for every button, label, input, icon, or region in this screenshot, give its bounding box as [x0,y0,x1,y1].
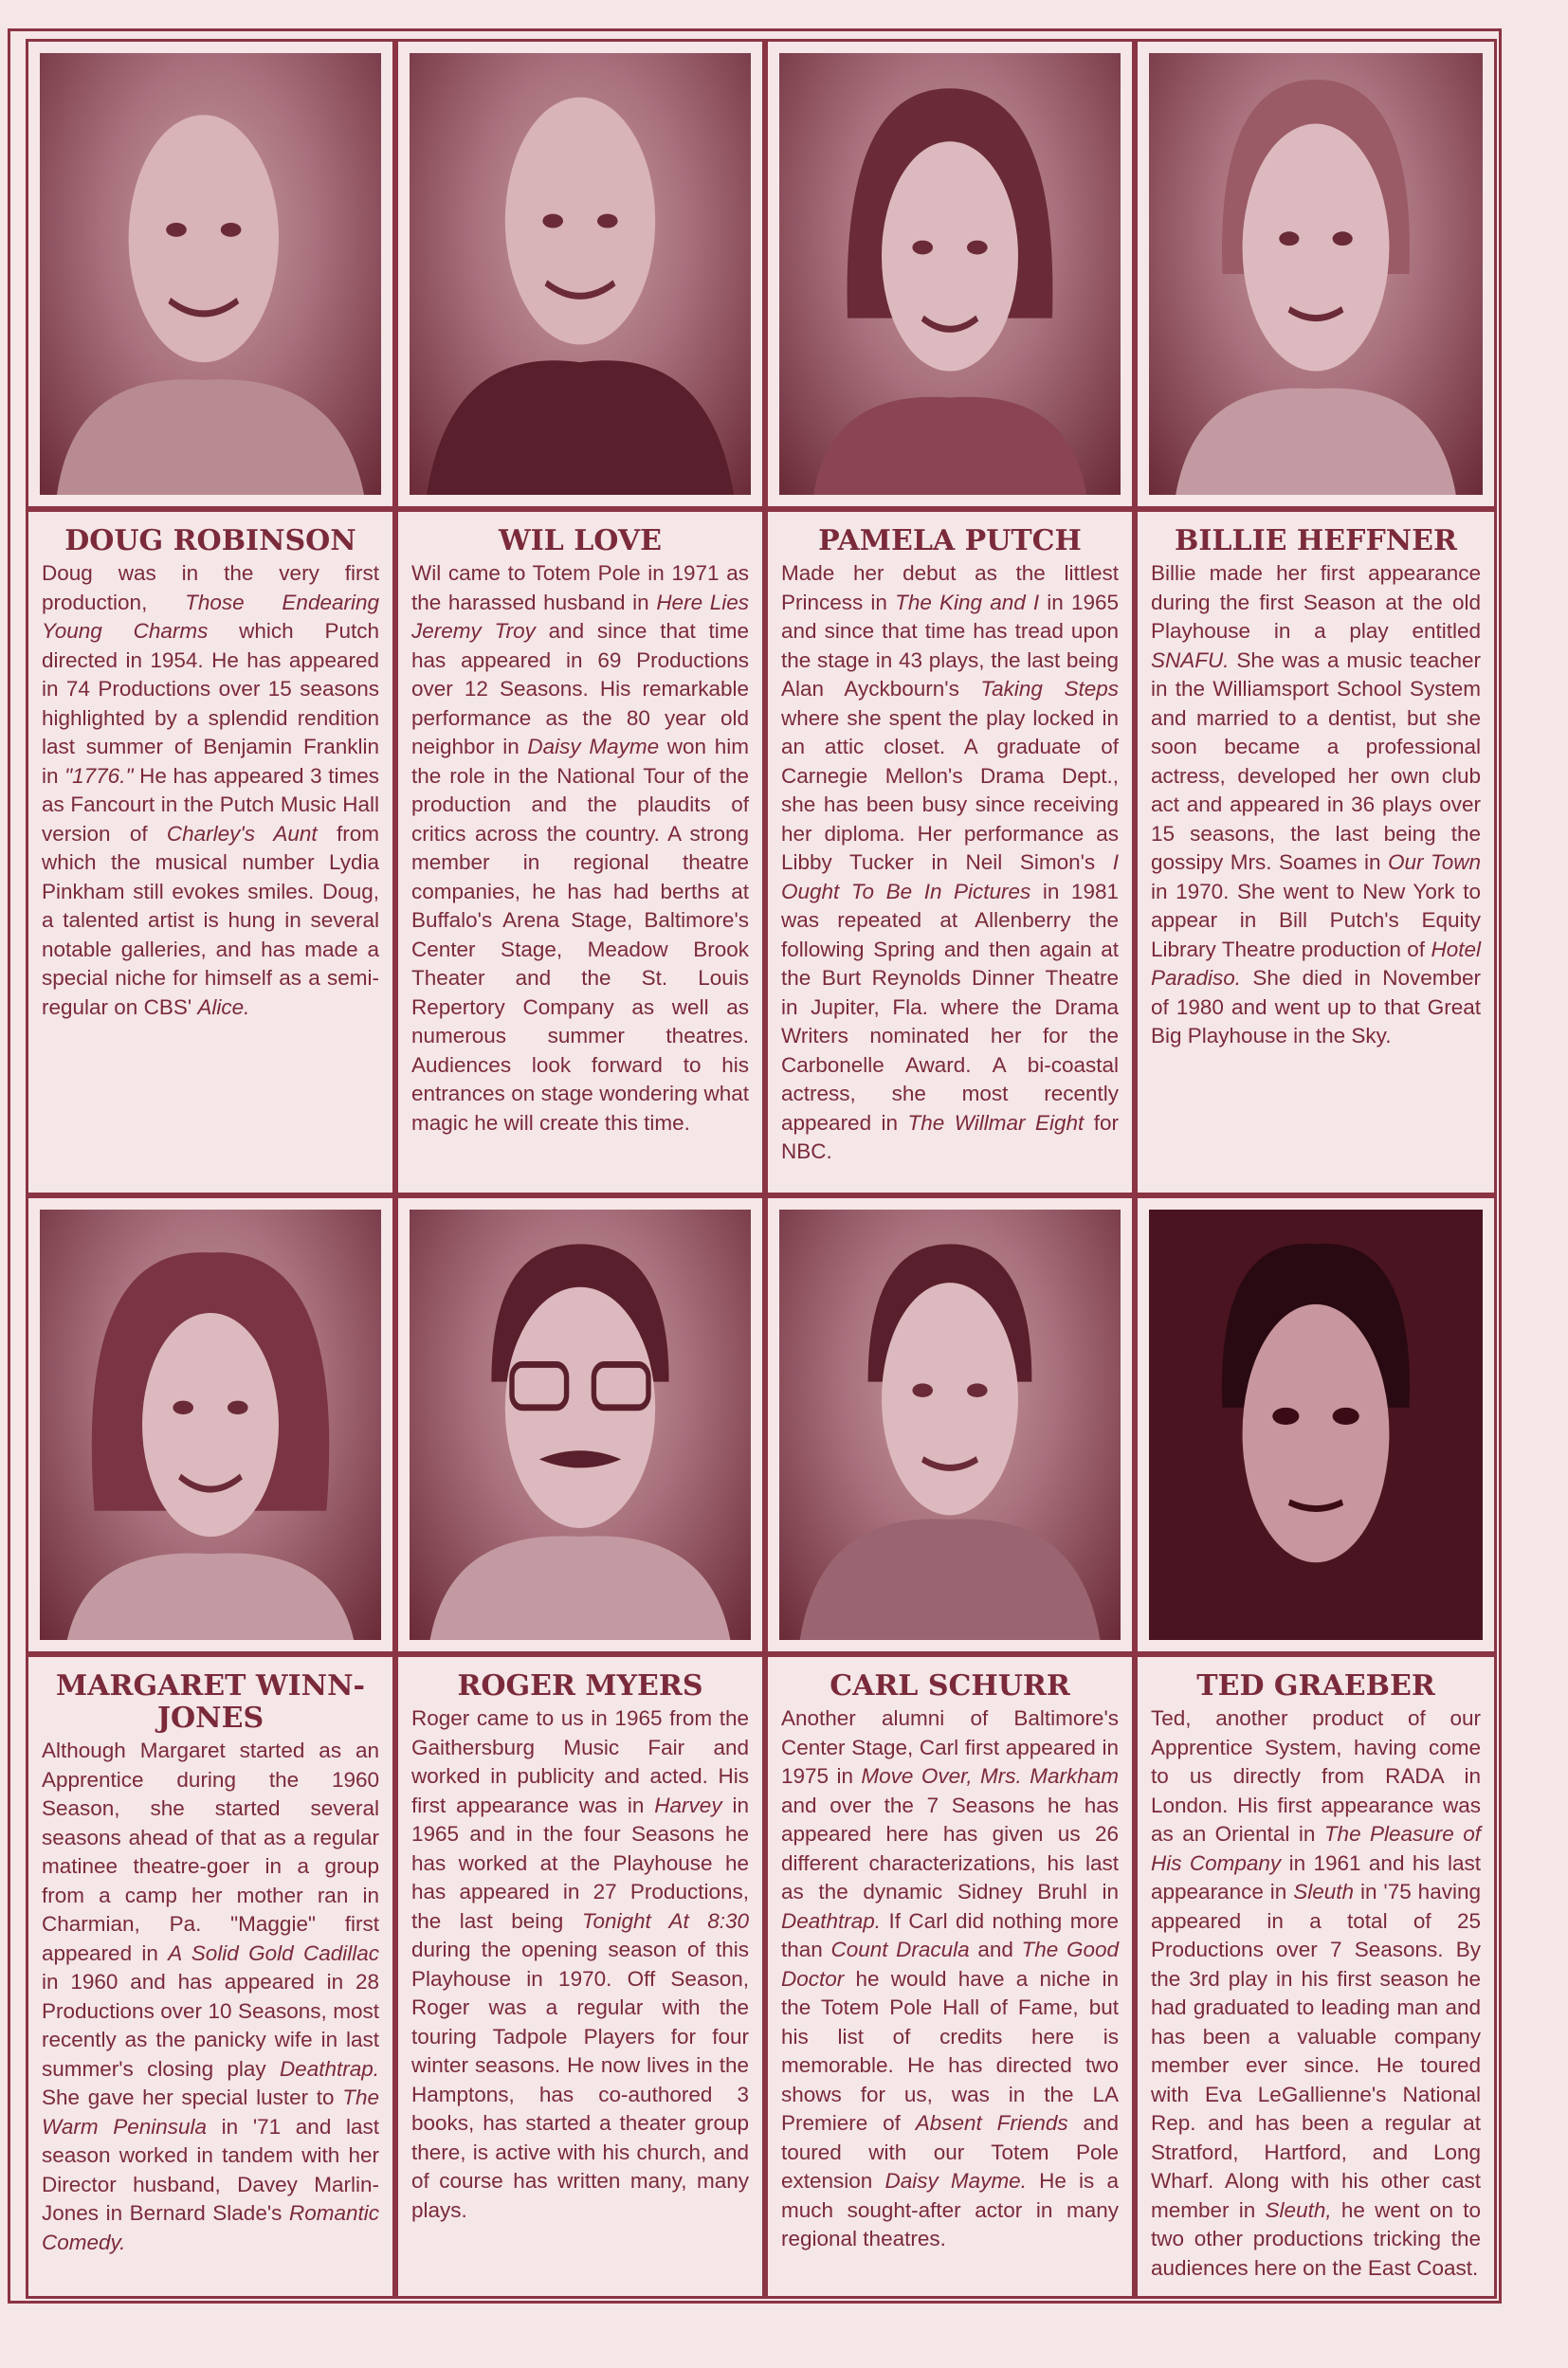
bio-cell [395,509,765,1195]
bio-text-segment: in 1965 and since that time has tread upon the stage in 43 plays, the last being Alan Ayckbourn's [781,590,1119,701]
actor-name: CARL SCHURR [830,1669,1070,1703]
bio-title-italic: Deathtrap. [279,2056,379,2081]
bio-text-segment: She gave her special luster to [42,2086,343,2109]
bio-title-italic: The King and I [895,590,1040,614]
bio-paragraph [411,561,749,1135]
photo-cell [765,39,1135,509]
bio-text-segment: in 1981 was repeated at Allenberry the following Spring and then again at the Burt Reynolds Dinner Theatre in Jupiter, Fla. where the Drama Writers nominated her for the Carbonelle Award. A bi-coastal actress, she most recently appeared in [781,879,1119,1135]
bio-title-italic: Those Endearing Young Charms [42,590,379,643]
portrait-silhouette [779,53,1121,495]
bio-cell [1135,1654,1497,2299]
portrait-silhouette [1149,1210,1483,1640]
actor-name: ROGER MYERS [457,1669,703,1703]
bio-title-italic: "1776." [64,763,134,788]
photo-cell [26,1195,395,1654]
portrait-silhouette [1149,53,1483,495]
actor-name: BILLIE HEFFNER [1175,524,1457,557]
bio-text-segment: in 1961 and his last appearance in [1151,1850,1482,1904]
bio-text [398,512,762,1147]
bio-text [1138,512,1494,1061]
portrait-silhouette [40,53,381,495]
photo-cell [1135,1195,1497,1654]
bio-text-segment: from which the musical number Lydia Pinkham still evokes smiles. Doug, a talented artist is hung in several notable galleries, and has made a special niche for himself as a semi-regular on CBS' [42,821,379,1019]
bio-text-segment: where she spent the play locked in an attic closet. A graduate of Carnegie Mellon's Drama Dept., she has been busy since receiving her diploma. Her performance as Libby Tucker in Neil Simon's [781,705,1119,874]
bio-text [28,512,392,1031]
bio-text-segment: in 1970. She went to New York to appear in Bill Putch's Equity Library Theatre production of [1151,879,1481,961]
bio-cell [395,1654,765,2299]
bio-text-segment: Roger came to us in 1965 from the Gaithersburg Music Fair and worked in publicity and acted. His first appearance was in [411,1706,749,1817]
bio-text-segment: in 1965 and in the four Seasons he has worked at the Playhouse he has appeared in 27 Productions, the last being [411,1793,750,1933]
bio-title-italic: Move Over, Mrs. Markham [861,1764,1119,1788]
photo-cell [395,1195,765,1654]
bio-text [28,1657,392,2267]
photo-cell [765,1195,1135,1654]
bio-text-segment: he would have a niche in the Totem Pole Hall of Fame, but his list of credits here is memorable. He has directed two shows for us, was in the LA Premiere of [781,1966,1119,2135]
bio-paragraph [1151,1706,1481,2280]
bio-text-segment: Another alumni of Baltimore's Center Stage, Carl first appeared in 1975 in [781,1706,1119,1788]
bio-title-italic: The Good Doctor [781,1938,1119,1991]
bio-text-segment: Doug was in the very first production, [42,561,379,614]
bio-title-italic: Hotel Paradiso. [1151,937,1481,990]
actor-name: DOUG ROBINSON [64,524,356,557]
bio-text-segment: during the opening season of this Playhouse in 1970. Off Season, Roger was a regular with the touring Tadpole Players for four winter seasons. He now lives in the Hamptons, has co-authored 3 books, has started a theater group there, is active with his church, and of course has written many, many plays. [411,1938,749,2222]
bio-paragraph [42,1739,379,2254]
bio-title-italic: Absent Friends [915,2111,1068,2135]
bio-cell [1135,509,1497,1195]
bio-title-italic: Alice. [197,994,250,1019]
portrait-photo [40,1210,381,1640]
bio-text-segment: Wil came to Totem Pole in 1971 as the harassed husband in [411,561,749,614]
bio-text [1138,1657,1494,2292]
bio-cell [765,1654,1135,2299]
bio-text-segment: and [969,1938,1022,1961]
bio-title-italic: Tonight At 8:30 [581,1908,749,1933]
bio-text-segment: in '71 and last season worked in tandem with her Director husband, Davey Marlin-Jones in Bernard Slade's [42,2114,379,2225]
bio-title-italic: The Pleasure of His Company [1151,1822,1482,1875]
bio-text-segment: and over the 7 Seasons he has appeared here has given us 26 different characterizations, his last as the dynamic Sidney Bruhl in [781,1793,1119,1904]
bio-text [768,1657,1132,2264]
portrait-silhouette [410,1210,751,1640]
bio-title-italic: The Warm Peninsula [42,2086,379,2139]
bio-title-italic: Daisy Mayme. [884,2169,1027,2193]
bio-text-segment: He has appeared 3 times as Fancourt in the Putch Music Hall version of [42,763,380,846]
bio-title-italic: Sleuth, [1265,2197,1332,2222]
program-page [8,28,1502,2304]
portrait-photo [410,1210,751,1640]
bio-paragraph [1151,561,1481,1047]
actor-name: WIL LOVE [498,524,663,557]
portrait-silhouette [40,1210,381,1640]
portrait-silhouette [410,53,751,495]
bio-text-segment: Ted, another product of our Apprentice System, having come to us directly from RADA in London. His first appearance was as an Oriental in [1151,1706,1481,1846]
portrait-photo [779,53,1121,495]
portrait-silhouette [779,1210,1121,1640]
portrait-photo [779,1210,1121,1640]
bio-paragraph [411,1706,749,2222]
bio-text-segment: won him the role in the National Tour of the production and the plaudits of critics across the country. A strong member in regional theatre companies, he has had berths at Buffalo's Arena Stage, Baltimore's Center Stage, Meadow Brook Theater and the St. Louis Repertory Company as well as numerous summer theatres. Audiences look forward to his entrances on stage wondering what magic he will create this time. [411,735,749,1135]
photo-cell [26,39,395,509]
bio-title-italic: Charley's Aunt [166,821,318,846]
photo-cell [1135,39,1497,509]
portrait-photo [1149,53,1483,495]
portrait-photo [40,53,381,495]
actor-name: TED GRAEBER [1196,1669,1435,1703]
bio-title-italic: SNAFU. [1151,647,1230,672]
bio-text-segment: Although Margaret started as an Apprentice during the 1960 Season, she started several seasons ahead of that as a regular matinee theatre-goer in a group from a camp her mother ran in Charmian, Pa. "Maggie" first appeared in [42,1739,379,1965]
bio-text-segment: and since that time has appeared in 69 Productions over 12 Seasons. His remarkable performance as the 80 year old neighbor in [411,619,750,758]
bio-cell [26,1654,395,2299]
portrait-photo [1149,1210,1483,1640]
bio-title-italic: Romantic Comedy. [42,2201,379,2254]
bio-paragraph [42,561,379,1019]
bio-text-segment: Made her debut as the littlest Princess in [781,561,1119,614]
bio-title-italic: I Ought To Be In Pictures [781,850,1119,903]
bio-text [768,512,1132,1176]
bio-text-segment: for NBC. [781,1110,1119,1163]
bio-text [398,1657,762,2234]
bio-text-segment: If Carl did nothing more than [781,1908,1119,1961]
bio-text-segment: in '75 having appeared in a total of 25 Productions over 7 Seasons. By the 3rd play in his first season he had graduated to leading man and has been a valuable company member ever since. He toured with Eva LeGallienne's National Rep. and has been a regular at Stratford, Hartford, and Long Wharf. Along with his other cast member in [1151,1880,1481,2222]
bio-text-segment: Billie made her first appearance during the first Season at the old Playhouse in a play entitled [1151,561,1481,643]
bio-cell [26,509,395,1195]
portrait-photo [410,53,751,495]
bio-title-italic: Sleuth [1293,1880,1355,1904]
actor-name: MARGARET WINN-JONES [56,1669,365,1735]
bio-title-italic: Taking Steps [980,677,1119,701]
actor-name: PAMELA PUTCH [818,524,1082,557]
bio-title-italic: Count Dracula [830,1938,970,1961]
bio-title-italic: Here Lies Jeremy Troy [411,590,750,643]
bio-title-italic: The Willmar Eight [907,1110,1085,1135]
photo-cell [395,39,765,509]
bio-text-segment: he went on to two other productions tricking the audiences here on the East Coast. [1151,2197,1481,2280]
bio-paragraph [781,1706,1119,2250]
bio-title-italic: A Solid Gold Cadillac [168,1940,379,1965]
bio-text-segment: and toured with our Totem Pole extension [781,2111,1120,2193]
bio-text-segment: He is a much sought-after actor in many regional theatres. [781,2169,1119,2250]
bio-text-segment: in 1960 and has appeared in 28 Productions over 10 Seasons, most recently as the panicky wife in last summer's closing play [42,1970,379,2081]
bio-title-italic: Daisy Mayme [527,735,660,758]
bio-title-italic: Harvey [654,1793,722,1817]
bio-text-segment: She was a music teacher in the Williamsport School System and married to a dentist, but she soon became a professional actress, developed her own club act and appeared in 36 plays over 15 seasons, the last being the gossipy Mrs. Soames in [1151,647,1481,874]
bio-text-segment: which Putch directed in 1954. He has appeared in 74 Productions over 15 seasons highlighted by a splendid rendition last summer of Benjamin Franklin in [42,619,379,788]
bio-cell [765,509,1135,1195]
bio-text-segment: She died in November of 1980 and went up to that Great Big Playhouse in the Sky. [1151,966,1481,1047]
bio-title-italic: Deathtrap. [781,1908,882,1933]
bio-paragraph [781,561,1119,1163]
bio-title-italic: Our Town [1388,850,1481,874]
